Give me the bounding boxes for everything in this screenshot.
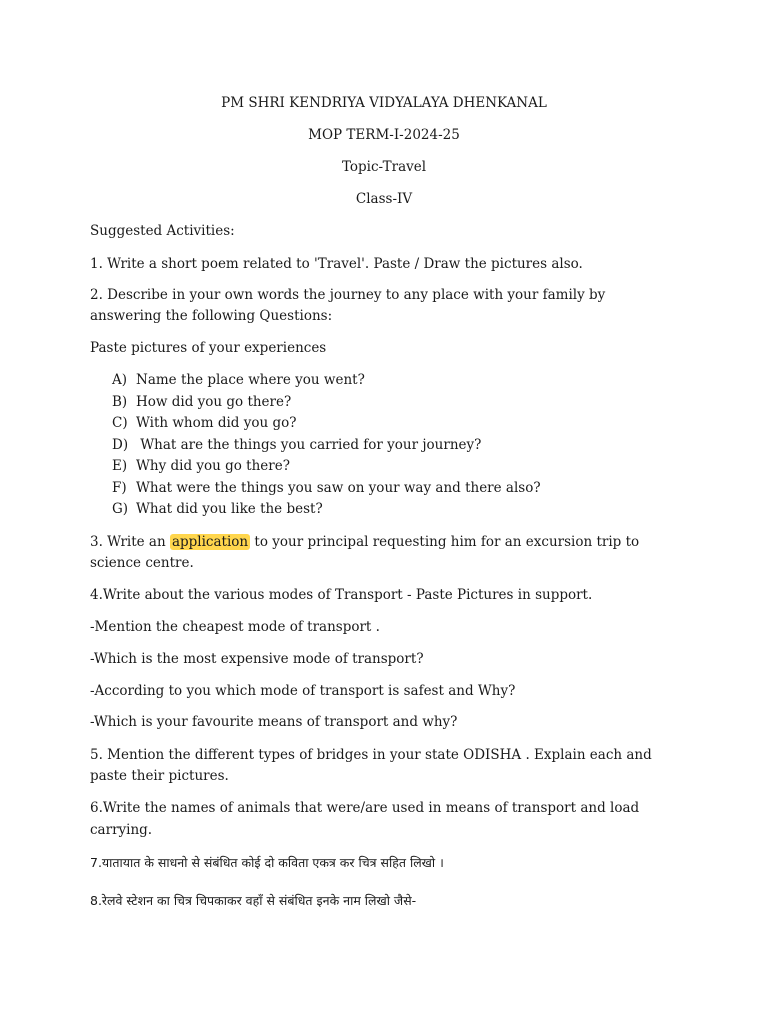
activity-6-line-1: 6.Write the names of animals that were/are used in means of transport and load [90,800,640,816]
activity-4-sub: -According to you which mode of transport is safest and Why? [90,683,516,699]
activity-5-line-2: paste their pictures. [90,768,229,784]
activity-1: 1. Write a short poem related to 'Travel'. Paste / Draw the pictures also. [90,256,583,272]
activity-4-line-1: 4.Write about the various modes of Transport - Paste Pictures in support. [90,587,593,603]
question-text: What were the things you saw on your way and there also? [136,480,541,496]
activity-4-sub: -Mention the cheapest mode of transport . [90,619,380,635]
question-text: Why did you go there? [136,458,290,474]
question-text: What did you like the best? [136,501,323,517]
activity-2-line-1: 2. Describe in your own words the journey to any place with your family by [90,287,606,303]
question-item [112,392,291,412]
question-marker: A) [112,372,128,388]
topic-title: Topic-Travel [341,159,427,175]
activity-3-prefix: 3. Write an [90,534,170,550]
question-text: Name the place where you went? [136,372,365,388]
activity-8: 8.रेलवे स्टेशन का चित्र चिपकाकर वहाँ से संबंधित इनके नाम लिखो जैसे- [90,893,417,908]
activity-3-suffix: to your principal requesting him for an excursion trip to [250,534,640,550]
question-marker: B) [112,394,128,410]
question-marker: F) [112,480,127,496]
question-item [112,413,296,433]
question-marker: E) [112,458,128,474]
question-text: With whom did you go? [136,415,297,431]
question-item [112,499,323,519]
activity-4-sub: -Which is your favourite means of transport and why? [90,714,458,730]
activity-5-line-1: 5. Mention the different types of bridges in your state ODISHA . Explain each and [90,747,652,763]
question-text: How did you go there? [136,394,292,410]
class-title: Class-IV [355,191,413,207]
question-item [112,370,365,390]
activity-2-line-2: answering the following Questions: [90,308,333,324]
school-name: PM SHRI KENDRIYA VIDYALAYA DHENKANAL [221,95,547,111]
activity-6-line-2: carrying. [90,822,153,838]
activity-3-line-2: science centre. [90,555,194,571]
question-item [112,456,290,476]
question-marker: D) [112,437,129,453]
question-text: What are the things you carried for your journey? [136,437,482,453]
activity-2-paste: Paste pictures of your experiences [90,340,327,356]
question-marker: G) [112,501,129,517]
activity-4-sub: -Which is the most expensive mode of transport? [90,651,424,667]
highlighted-word: application [171,534,249,550]
intro-text: Suggested Activities: [90,223,235,239]
question-marker: C) [112,415,128,431]
question-item [112,478,541,498]
term-title: MOP TERM-I-2024-25 [308,127,460,143]
activity-7: 7.यातायात के साधनो से संबंधित कोई दो कविता एकत्र कर चित्र सहित लिखो । [90,855,444,870]
question-item [112,435,481,455]
activity-3-line-1 [90,532,639,552]
